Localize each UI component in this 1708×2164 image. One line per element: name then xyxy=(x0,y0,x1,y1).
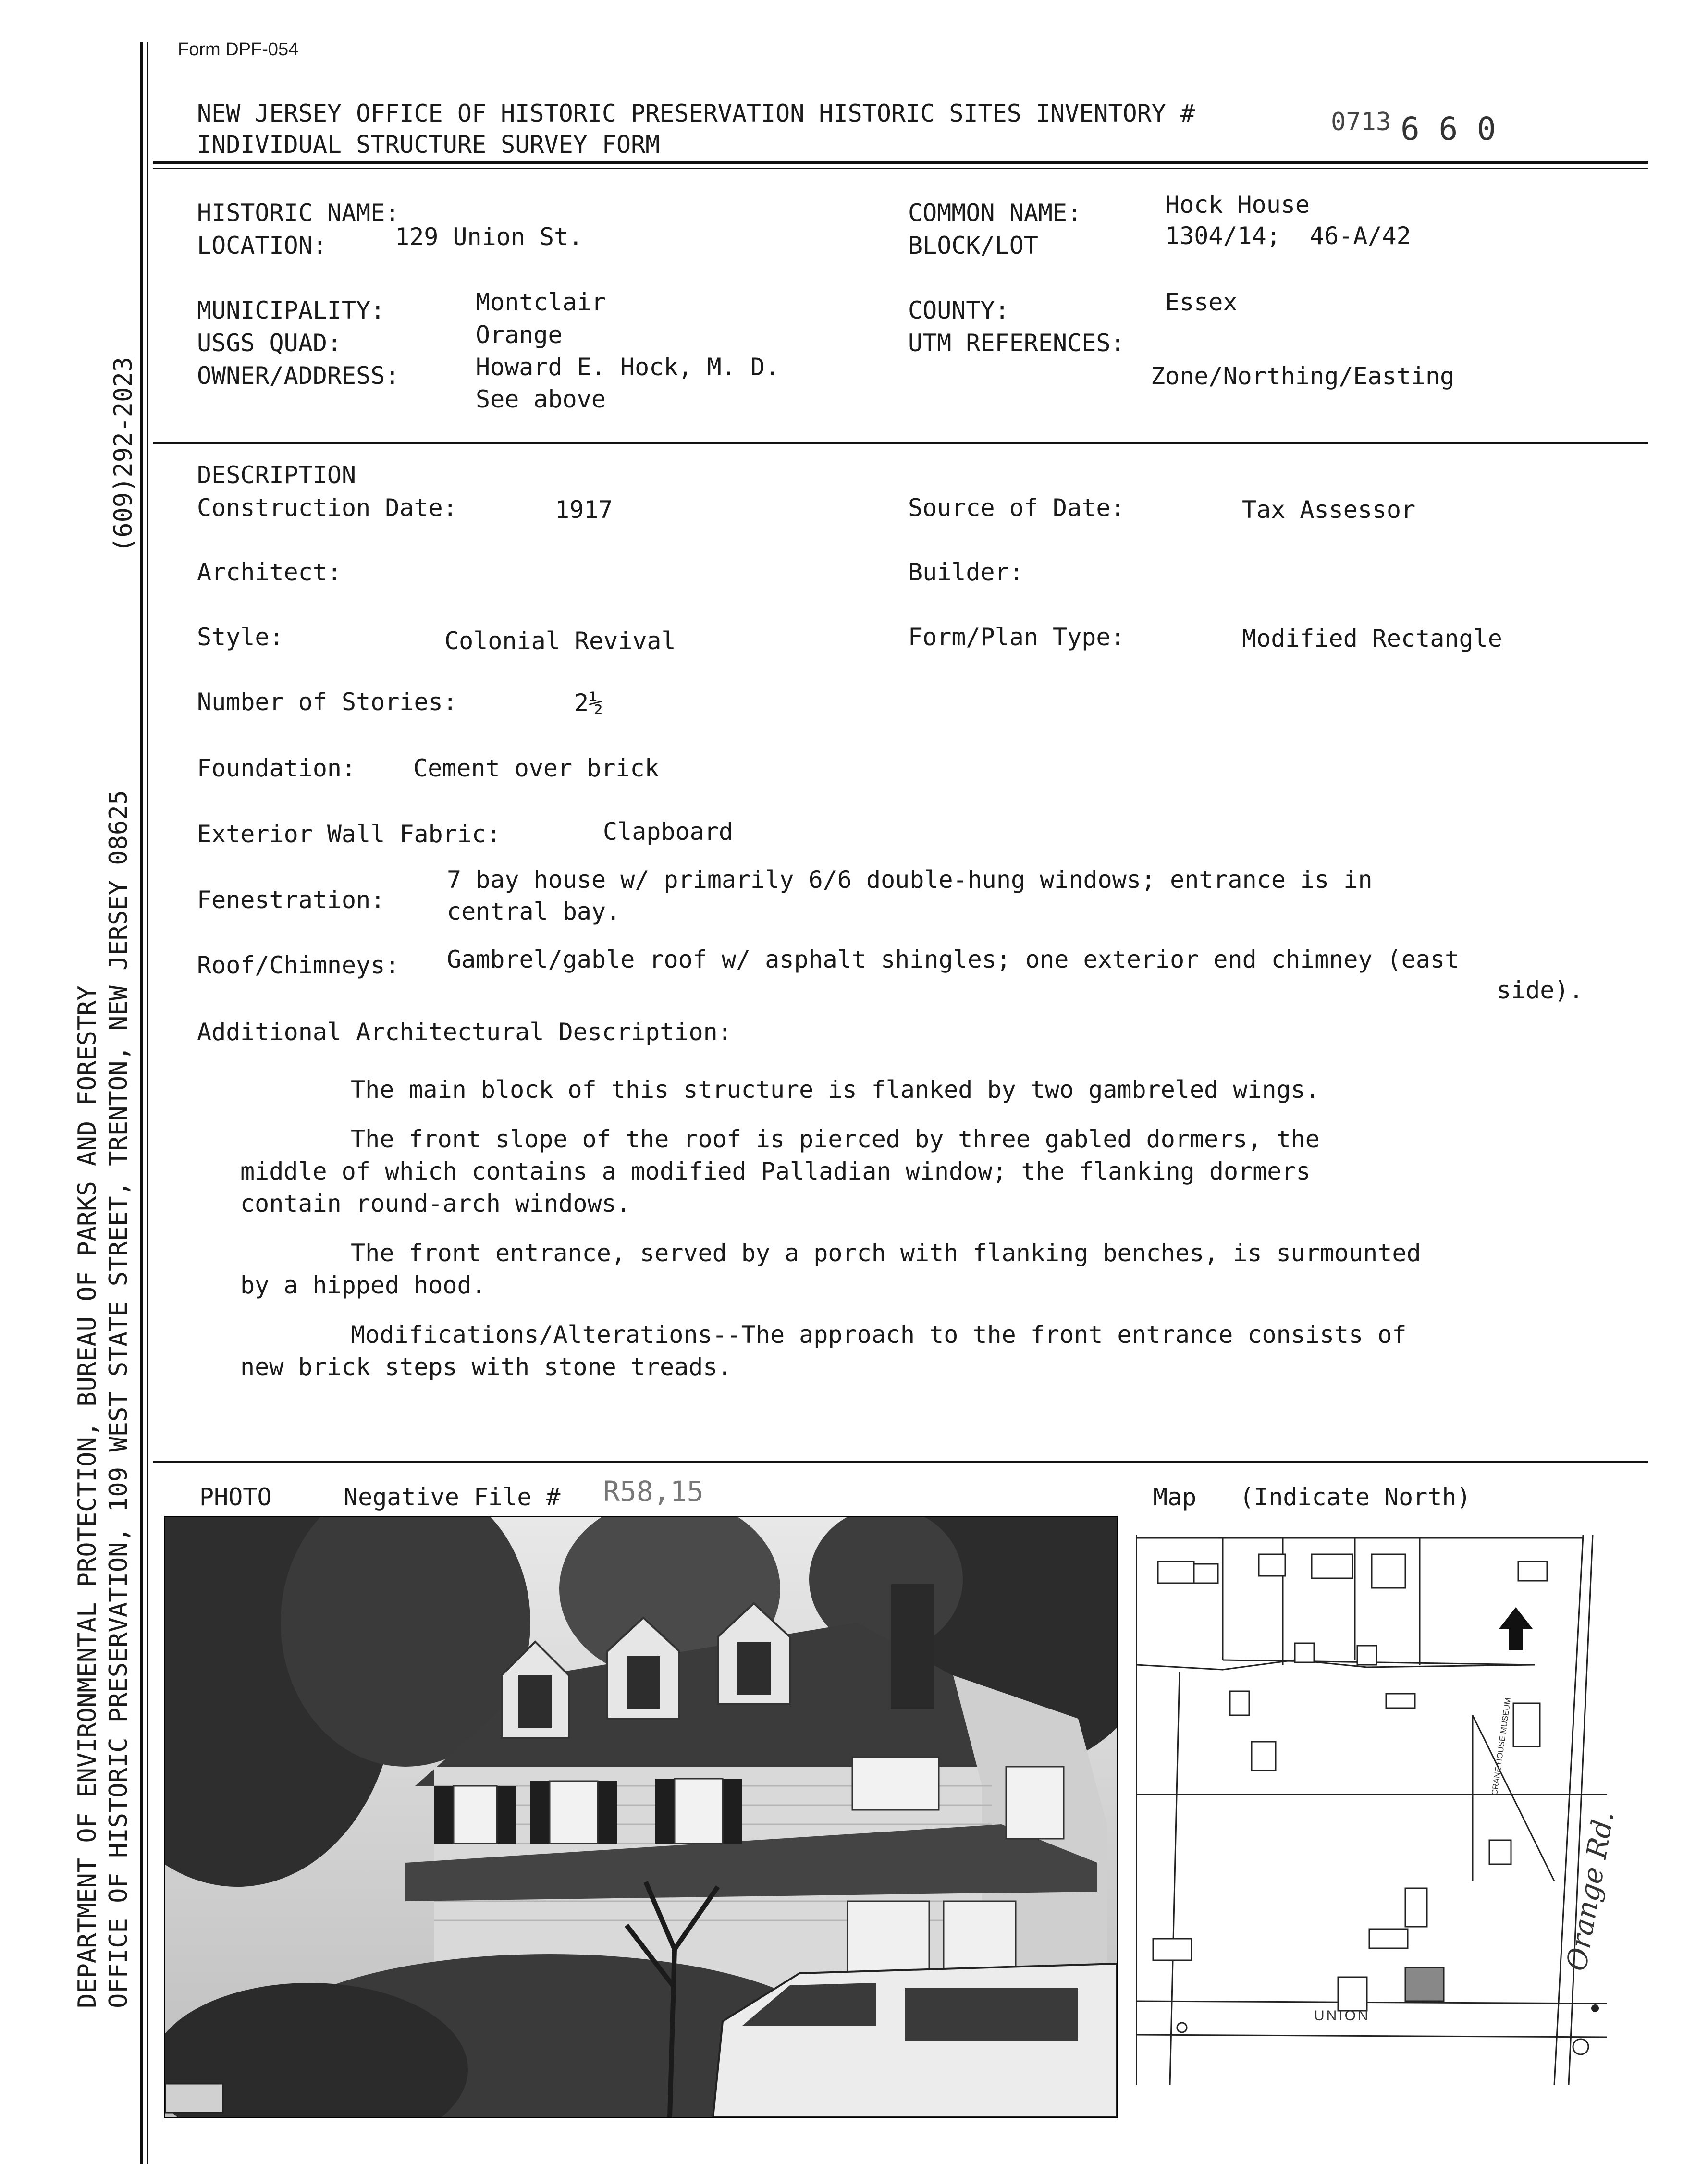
location-value: 129 Union St. xyxy=(395,223,583,251)
owner-label: OWNER/ADDRESS: xyxy=(197,362,400,390)
description-heading: DESCRIPTION xyxy=(197,461,356,489)
common-name-value: Hock House xyxy=(1165,191,1310,219)
section-rule-description xyxy=(153,442,1648,444)
inventory-number: 6 6 0 xyxy=(1401,111,1496,148)
source-of-date-value: Tax Assessor xyxy=(1242,496,1416,524)
utm-value: Zone/Northing/Easting xyxy=(1151,362,1455,390)
usgs-quad-label: USGS QUAD: xyxy=(197,329,342,357)
site-map xyxy=(1136,1535,1621,2085)
municipality-value: Montclair xyxy=(476,288,606,316)
description-para3-line2: by a hipped hood. xyxy=(240,1271,486,1299)
stories-value: 2½ xyxy=(574,689,603,717)
wall-fabric-label: Exterior Wall Fabric: xyxy=(197,820,501,848)
description-para2-line3: contain round-arch windows. xyxy=(240,1190,631,1217)
header-rule xyxy=(153,161,1648,164)
description-para4-line2: new brick steps with stone treads. xyxy=(240,1353,732,1381)
form-plan-value: Modified Rectangle xyxy=(1242,625,1502,652)
foundation-label: Foundation: xyxy=(197,754,356,782)
description-para2-line1: The front slope of the roof is pierced by three gabled dormers, the xyxy=(351,1125,1320,1153)
sidebar-phone: (609)292-2023 xyxy=(109,357,138,553)
county-label: COUNTY: xyxy=(908,296,1009,324)
photo-label: PHOTO xyxy=(199,1483,272,1511)
house-photo xyxy=(164,1516,1118,2118)
source-of-date-label: Source of Date: xyxy=(908,494,1125,522)
section-rule-photo xyxy=(153,1461,1648,1463)
map-street-orange: Orange Rd. xyxy=(1560,1808,1621,1974)
map-museum-label: CRANE HOUSE MUSEUM xyxy=(1489,1697,1513,1796)
inventory-prefix: 0713 xyxy=(1331,108,1391,136)
header-subtitle: INDIVIDUAL STRUCTURE SURVEY FORM xyxy=(197,131,660,159)
roof-label: Roof/Chimneys: xyxy=(197,951,400,979)
description-para4-line1: Modifications/Alterations--The approach to the front entrance consists of xyxy=(351,1321,1407,1349)
municipality-label: MUNICIPALITY: xyxy=(197,296,385,324)
map-label: Map xyxy=(1153,1483,1197,1511)
location-label: LOCATION: xyxy=(197,232,327,259)
usgs-quad-value: Orange xyxy=(476,321,563,349)
negative-file-value: R58,15 xyxy=(603,1475,704,1508)
form-id: Form DPF-054 xyxy=(178,39,299,60)
builder-label: Builder: xyxy=(908,558,1024,586)
negative-file-label: Negative File # xyxy=(344,1483,561,1511)
description-para1-line1: The main block of this structure is flanked by two gambreled wings. xyxy=(351,1076,1320,1104)
block-lot-value: 1304/14; 46-A/42 xyxy=(1165,222,1411,250)
fenestration-label: Fenestration: xyxy=(197,886,385,914)
stories-label: Number of Stories: xyxy=(197,688,457,716)
owner-address-value: See above xyxy=(476,385,606,413)
owner-value: Howard E. Hock, M. D. xyxy=(476,353,780,381)
construction-date-label: Construction Date: xyxy=(197,494,457,522)
map-street-union: UNION xyxy=(1314,2008,1370,2024)
foundation-value: Cement over brick xyxy=(413,754,659,782)
roof-line2: side). xyxy=(1497,976,1584,1004)
roof-line1: Gambrel/gable roof w/ asphalt shingles; one exterior end chimney (east xyxy=(447,946,1460,973)
header-rule-thin xyxy=(153,168,1648,169)
construction-date-value: 1917 xyxy=(555,496,613,524)
architect-label: Architect: xyxy=(197,558,342,586)
block-lot-label: BLOCK/LOT xyxy=(908,232,1038,259)
style-value: Colonial Revival xyxy=(444,627,676,655)
county-value: Essex xyxy=(1165,288,1238,316)
description-para3-line1: The front entrance, served by a porch with flanking benches, is surmounted xyxy=(351,1239,1421,1267)
sidebar-office-line: OFFICE OF HISTORIC PRESERVATION, 109 WEST STATE STREET, TRENTON, NEW JERSEY 08625 xyxy=(104,790,133,2008)
style-label: Style: xyxy=(197,623,284,651)
wall-fabric-value: Clapboard xyxy=(603,818,733,846)
sidebar-department-line: DEPARTMENT OF ENVIRONMENTAL PROTECTION, BUREAU OF PARKS AND FORESTRY xyxy=(73,985,102,2008)
fenestration-line1: 7 bay house w/ primarily 6/6 double-hung windows; entrance is in xyxy=(447,866,1373,894)
fenestration-line2: central bay. xyxy=(447,898,621,925)
historic-name-label: HISTORIC NAME: xyxy=(197,199,400,227)
common-name-label: COMMON NAME: xyxy=(908,199,1082,227)
additional-description-label: Additional Architectural Description: xyxy=(197,1018,732,1046)
header-title: NEW JERSEY OFFICE OF HISTORIC PRESERVATION HISTORIC SITES INVENTORY # xyxy=(197,99,1195,127)
form-plan-label: Form/Plan Type: xyxy=(908,623,1125,651)
map-instruction: (Indicate North) xyxy=(1240,1483,1471,1511)
utm-label: UTM REFERENCES: xyxy=(908,329,1125,357)
binding-rule-outer xyxy=(140,42,143,2164)
description-para2-line2: middle of which contains a modified Palladian window; the flanking dormers xyxy=(240,1157,1311,1185)
binding-rule-inner xyxy=(147,42,148,2164)
